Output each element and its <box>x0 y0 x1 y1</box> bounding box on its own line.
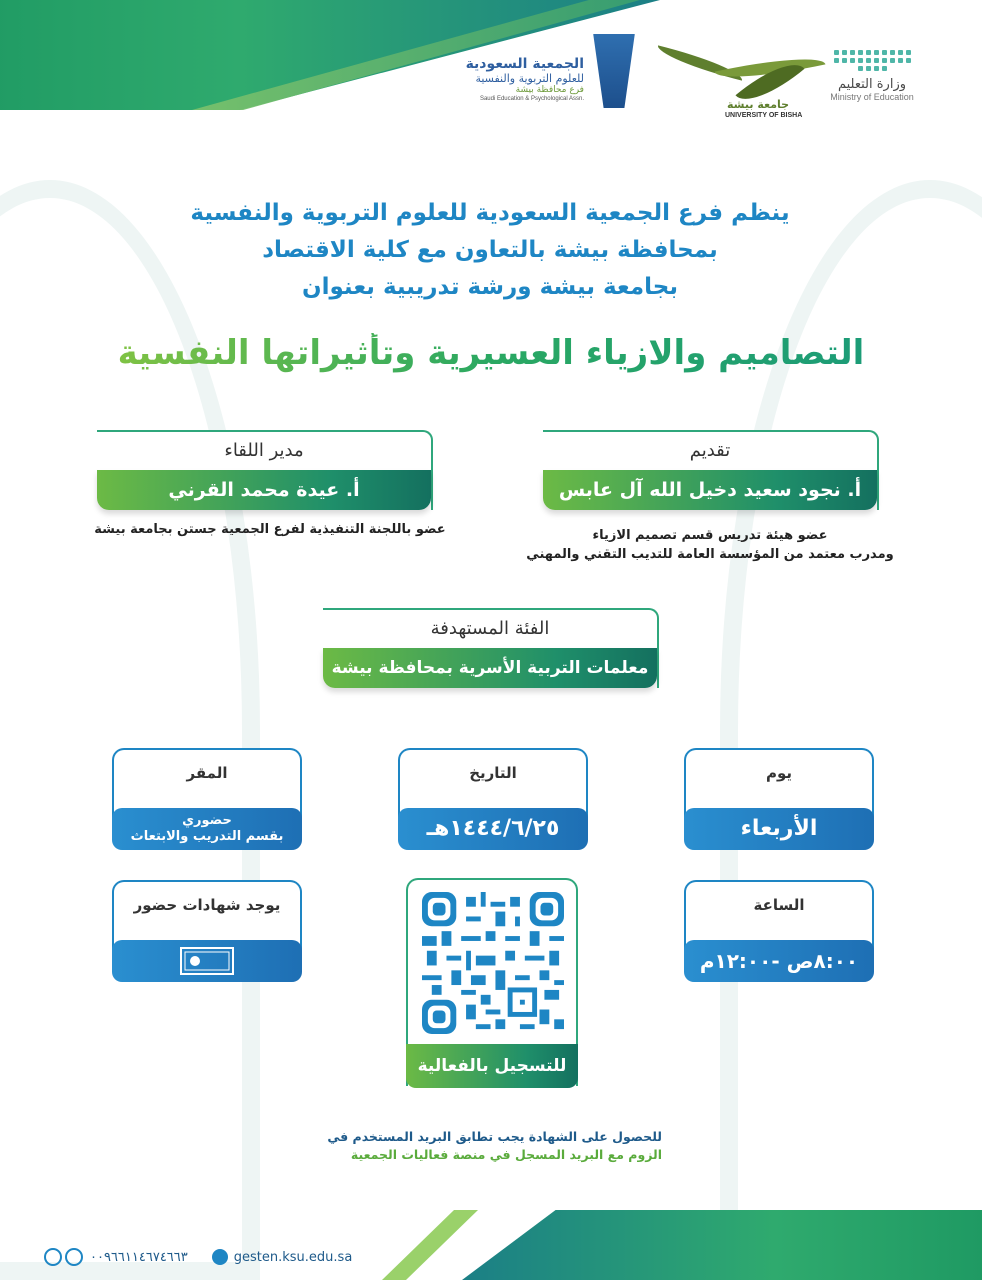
register-button[interactable]: للتسجيل بالفعالية <box>406 1044 578 1088</box>
footer-band <box>0 1210 982 1280</box>
target-label: الفئة المستهدفة <box>430 618 550 639</box>
time-value: ٨:٠٠ص -١٢:٠٠م <box>684 940 874 982</box>
certificate-bar <box>112 940 302 982</box>
bisha-english-name: UNIVERSITY OF BISHA <box>725 112 803 119</box>
logos-row <box>460 30 960 120</box>
certificate-note-line2: الزوم مع البريد المسجل في منصة فعاليات الجمعية <box>350 1147 662 1162</box>
day-value: الأربعاء <box>684 808 874 850</box>
contact-footer <box>44 1246 464 1268</box>
target-value: معلمات التربية الأسرية بمحافظة بيشة <box>323 648 657 688</box>
intro-line-3: بجامعة بيشة ورشة تدريبية بعنوان <box>302 274 678 300</box>
date-tile <box>398 748 588 840</box>
website-link[interactable]: gesten.ksu.edu.sa <box>233 1249 353 1265</box>
globe-icon <box>212 1249 228 1265</box>
certificate-note-line1: للحصول على الشهادة يجب تطابق البريد المستخدم في <box>327 1129 662 1144</box>
qr-code-icon[interactable] <box>422 892 564 1034</box>
saudi-association-logo <box>460 34 650 114</box>
time-tile <box>684 880 874 972</box>
intro-text <box>90 195 890 306</box>
association-name-line2: للعلوم التربوية والنفسية <box>475 72 584 85</box>
certificates-label: يوجد شهادات حضور <box>133 896 281 914</box>
university-of-bisha-logo <box>655 50 835 120</box>
registration-qr-card[interactable] <box>406 878 578 1086</box>
whatsapp-icon <box>65 1248 83 1266</box>
day-tile <box>684 748 874 840</box>
moderator-name: أ. عيدة محمد القرني <box>97 470 431 510</box>
venue-label: المقر <box>186 764 228 782</box>
moe-dots-icon <box>832 50 912 71</box>
intro-line-1: ينظم فرع الجمعية السعودية للعلوم التربوية والنفسية <box>190 200 790 226</box>
date-value: ١٤٤٤/٦/٢٥هـ <box>398 808 588 850</box>
association-name-line1: الجمعية السعودية <box>465 56 584 72</box>
certificate-note <box>300 1128 662 1164</box>
time-label: الساعة <box>753 896 805 914</box>
workshop-title: التصاميم والازياء العسيرية وتأثيراتها النفسية <box>60 333 922 373</box>
moe-arabic-name: وزارة التعليم <box>837 77 907 92</box>
association-emblem-icon <box>588 34 640 108</box>
certificates-tile <box>112 880 302 972</box>
phone-number[interactable]: ٠٠٩٦٦١١٤٦٧٤٦٦٣ <box>90 1249 188 1265</box>
bisha-arabic-name: جامعة بيشة <box>727 98 790 111</box>
association-branch: فرع محافظة بيشة <box>515 85 584 95</box>
presenter-label: تقديم <box>689 440 731 461</box>
intro-line-2: بمحافظة بيشة بالتعاون مع كلية الاقتصاد <box>262 237 718 263</box>
venue-value: حضوري بقسم التدريب والابتعاث <box>112 808 302 850</box>
venue-tile <box>112 748 302 844</box>
moderator-card <box>97 430 433 510</box>
target-audience-card <box>323 608 659 688</box>
moderator-note: عضو باللجنة التنفيذية لفرع الجمعية جستن بجامعة بيشة <box>94 522 446 537</box>
certificate-icon <box>179 946 235 976</box>
date-label: التاريخ <box>469 764 517 782</box>
moderator-label: مدير اللقاء <box>224 440 304 461</box>
moe-english-name: Ministry of Education <box>830 92 914 102</box>
presenter-card <box>543 430 879 510</box>
day-label: يوم <box>765 764 793 782</box>
phone-icon <box>44 1248 62 1266</box>
presenter-note: عضو هيئة تدريس قسم تصميم الازياء ومدرب معتمد من المؤسسة العامة للتديب التقني والمهني <box>526 528 894 562</box>
presenter-name: أ. نجود سعيد دخيل الله آل عابس <box>543 470 877 510</box>
association-english-name: Saudi Education & Psychological Assn. <box>479 96 584 102</box>
